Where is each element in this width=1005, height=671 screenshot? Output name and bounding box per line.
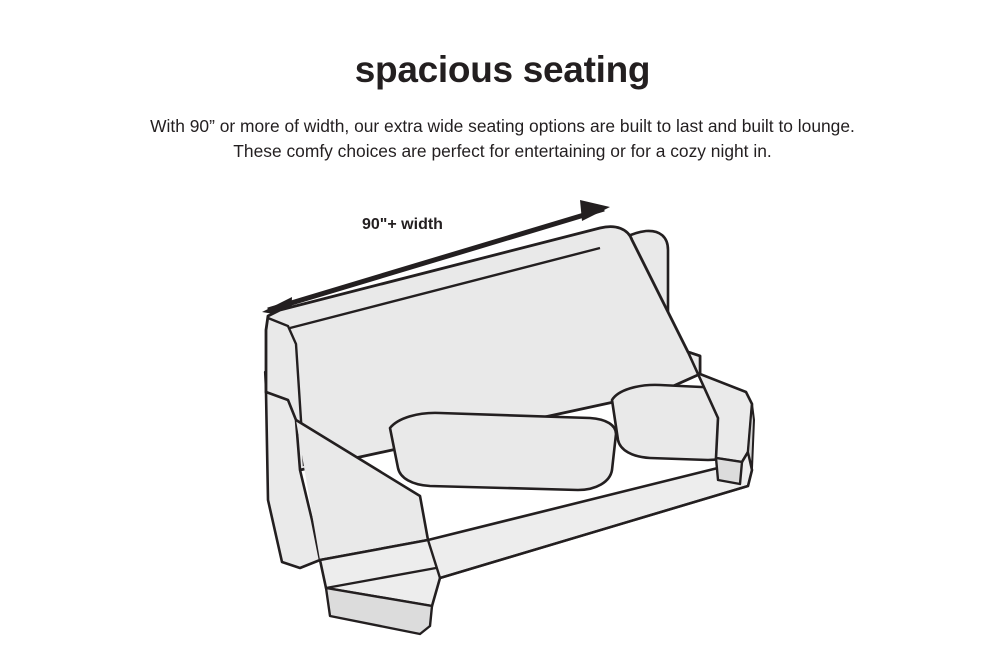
width-dimension-label: 90"+ width: [362, 216, 443, 233]
subcopy-line-1: With 90” or more of width, our extra wide seating options are built to last and built to lounge.: [150, 116, 855, 136]
subcopy-line-2: These comfy choices are perfect for entertaining or for a cozy night in.: [233, 141, 772, 162]
page-title: spacious seating: [354, 49, 651, 90]
